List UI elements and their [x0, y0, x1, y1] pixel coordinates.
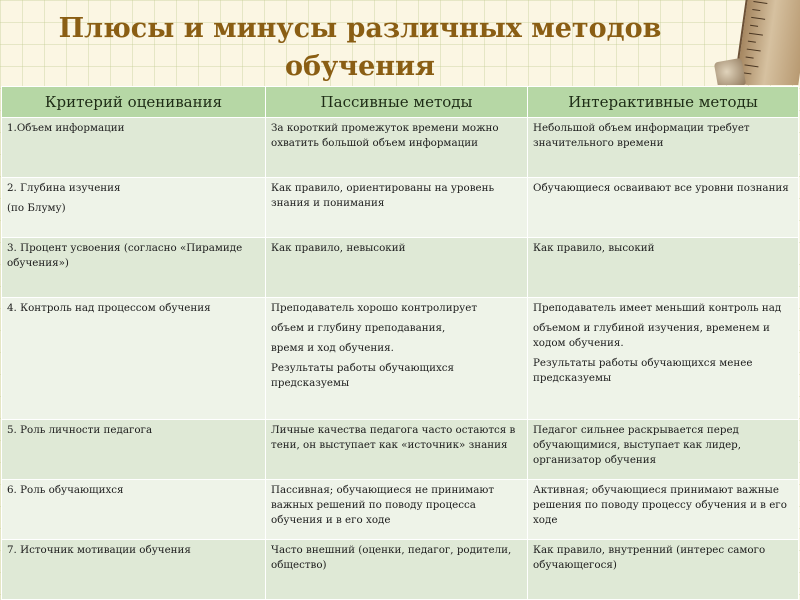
interactive-cell: Небольшой объем информации требует значительного времени	[528, 118, 799, 178]
interactive-cell: Как правило, высокий	[528, 238, 799, 298]
table-row	[2, 178, 799, 238]
passive-cell: Преподаватель хорошо контролирует объем и глубину преподавания, время и ход обучения. Результаты работы обучающихся предсказуемы	[266, 298, 528, 420]
table-header-row	[2, 87, 799, 118]
criterion-cell: 4. Контроль над процессом обучения	[2, 298, 266, 420]
passive-cell: Личные качества педагога часто остаются в тени, он выступает как «источник» знания	[266, 420, 528, 480]
interactive-cell: Преподаватель имеет меньший контроль над объемом и глубиной изучения, временем и ходом обучения. Результаты работы обучающихся менее предсказуемы	[528, 298, 799, 420]
comparison-table	[1, 86, 799, 600]
criterion-cell: 7. Источник мотивации обучения	[2, 540, 266, 600]
table-row	[2, 480, 799, 540]
criterion-cell: 2. Глубина изучения (по Блуму)	[2, 178, 266, 238]
criterion-cell: 6. Роль обучающихся	[2, 480, 266, 540]
header-interactive: Интерактивные методы	[528, 87, 799, 118]
page-title: Плюсы и минусы различных методов обучения	[58, 13, 662, 82]
table-row	[2, 118, 799, 178]
interactive-cell: Обучающиеся осваивают все уровни познания	[528, 178, 799, 238]
passive-cell: Часто внешний (оценки, педагог, родители, общество)	[266, 540, 528, 600]
criterion-cell: 3. Процент усвоения (согласно «Пирамиде обучения»)	[2, 238, 266, 298]
table-row	[2, 420, 799, 480]
ruler-decoration	[682, 0, 800, 85]
table-row	[2, 298, 799, 420]
criterion-cell: 1.Объем информации	[2, 118, 266, 178]
header-criterion: Критерий оценивания	[2, 87, 266, 118]
sharpener-image	[714, 58, 746, 85]
criterion-cell: 5. Роль личности педагога	[2, 420, 266, 480]
passive-cell: Пассивная; обучающиеся не принимают важных решений по поводу процесса обучения и в его ходе	[266, 480, 528, 540]
interactive-cell: Педагог сильнее раскрывается перед обучающимися, выступает как лидер, организатор обучения	[528, 420, 799, 480]
table-row	[2, 540, 799, 600]
interactive-cell: Активная; обучающиеся принимают важные решения по поводу процессу обучения и в его ходе	[528, 480, 799, 540]
header-passive: Пассивные методы	[266, 87, 528, 118]
passive-cell: За короткий промежуток времени можно охватить большой объем информации	[266, 118, 528, 178]
passive-cell: Как правило, ориентированы на уровень знания и понимания	[266, 178, 528, 238]
interactive-cell: Как правило, внутренний (интерес самого обучающегося)	[528, 540, 799, 600]
passive-cell: Как правило, невысокий	[266, 238, 528, 298]
table-row	[2, 238, 799, 298]
